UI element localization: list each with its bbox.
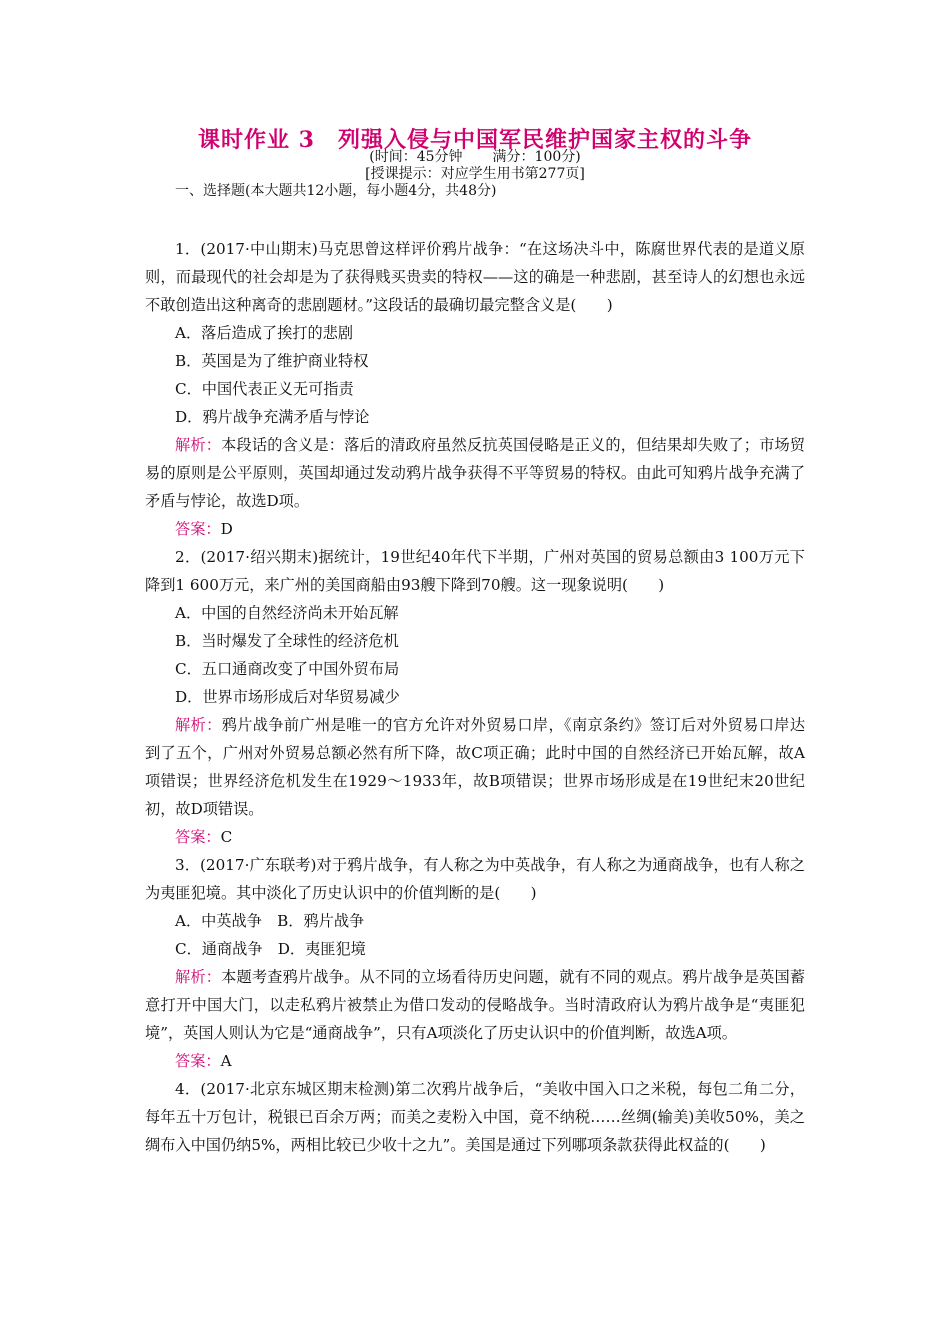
- analysis-text: 鸦片战争前广州是唯一的官方允许对外贸易口岸，《南京条约》签订后对外贸易口岸达到了五个，广州对外贸易总额必然有所下降，故C项正确；此时中国的自然经济已开始瓦解，故A项错误；世界经济危机发生在1929～1933年，故B项错误；世界市场形成是在19世纪末20世纪初，故D项错误。: [145, 716, 806, 818]
- analysis-label: 解析：: [175, 436, 222, 454]
- page-title: 课时作业 3 列强入侵与中国军民维护国家主权的斗争: [198, 127, 752, 153]
- analysis-text: 本题考查鸦片战争。从不同的立场看待历史问题，就有不同的观点。鸦片战争是英国蓄意打开中国大门，以走私鸦片被禁止为借口发动的侵略战争。当时清政府认为鸦片战争是“夷匪犯境”，英国人则认为它是“通商战争”，只有A项淡化了历史认识中的价值判断，故选A项。: [145, 968, 806, 1042]
- option-c: C．五口通商改变了中国外贸布局: [175, 660, 400, 678]
- question-list: [145, 235, 805, 1159]
- option-b: B．当时爆发了全球性的经济危机: [175, 632, 399, 650]
- answer-value: C: [220, 828, 233, 846]
- option-d: D．世界市场形成后对华贸易减少: [175, 688, 400, 706]
- option-a-b: A．中英战争 B．鸦片战争: [175, 912, 365, 930]
- option-b: B．英国是为了维护商业特权: [175, 352, 369, 370]
- analysis: [145, 431, 805, 515]
- analysis: [145, 711, 805, 823]
- section-heading: 一、选择题(本大题共12小题，每小题4分，共48分): [175, 183, 497, 199]
- teaching-tip: [授课提示：对应学生用书第277页]: [365, 166, 585, 182]
- analysis-label: 解析：: [175, 716, 222, 734]
- answer: [145, 823, 805, 851]
- analysis-label: 解析：: [175, 968, 222, 986]
- answer-label: 答案：: [175, 520, 221, 538]
- answer-label: 答案：: [175, 828, 221, 846]
- analysis-text: 本段话的含义是：落后的清政府虽然反抗英国侵略是正义的，但结果却失败了；市场贸易的原则是公平原则，英国却通过发动鸦片战争获得不平等贸易的特权。由此可知鸦片战争充满了矛盾与悖论，故选D项。: [145, 436, 806, 510]
- question-1: [145, 235, 805, 543]
- question-stem: 1．(2017·中山期末)马克思曾这样评价鸦片战争：“在这场决斗中，陈腐世界代表的是道义原则，而最现代的社会却是为了获得贱买贵卖的特权——这的确是一种悲剧，甚至诗人的幻想也永远不敢创造出这种离奇的悲剧题材。”这段话的最确切最完整含义是( ): [145, 240, 805, 314]
- option-a: A．落后造成了挨打的悲剧: [175, 324, 354, 342]
- answer: [145, 515, 805, 543]
- option-a: A．中国的自然经济尚未开始瓦解: [175, 604, 399, 622]
- question-stem: 3．(2017·广东联考)对于鸦片战争，有人称之为中英战争，有人称之为通商战争，也有人称之为夷匪犯境。其中淡化了历史认识中的价值判断的是( ): [145, 856, 805, 902]
- option-d: D．鸦片战争充满矛盾与悖论: [175, 408, 370, 426]
- question-4: [145, 1075, 805, 1159]
- question-3: [145, 851, 805, 1075]
- question-stem: 4．(2017·北京东城区期末检测)第二次鸦片战争后，“美收中国入口之米税，每包二角二分，每年五十万包计，税银已百余万两；而美之麦粉入中国，竟不纳税……丝绸(输美)美收50%，美之绸布入中国仍纳5%，两相比较已少收十之九”。美国是通过下列哪项条款获得此权益的( ): [145, 1080, 805, 1154]
- answer: [145, 1047, 805, 1075]
- question-2: [145, 543, 805, 851]
- time-limit: (时间：45分钟: [369, 149, 463, 165]
- full-score: 满分：100分): [492, 149, 581, 165]
- answer-value: A: [220, 1052, 232, 1070]
- option-c-d: C．通商战争 D．夷匪犯境: [175, 940, 366, 958]
- question-stem: 2．(2017·绍兴期末)据统计，19世纪40年代下半期，广州对英国的贸易总额由3 100万元下降到1 600万元，来广州的美国商船由93艘下降到70艘。这一现象说明( ): [145, 548, 805, 594]
- answer-label: 答案：: [175, 1052, 221, 1070]
- analysis: [145, 963, 805, 1047]
- exam-meta: [145, 149, 805, 165]
- option-c: C．中国代表正义无可指责: [175, 380, 354, 398]
- answer-value: D: [220, 520, 233, 538]
